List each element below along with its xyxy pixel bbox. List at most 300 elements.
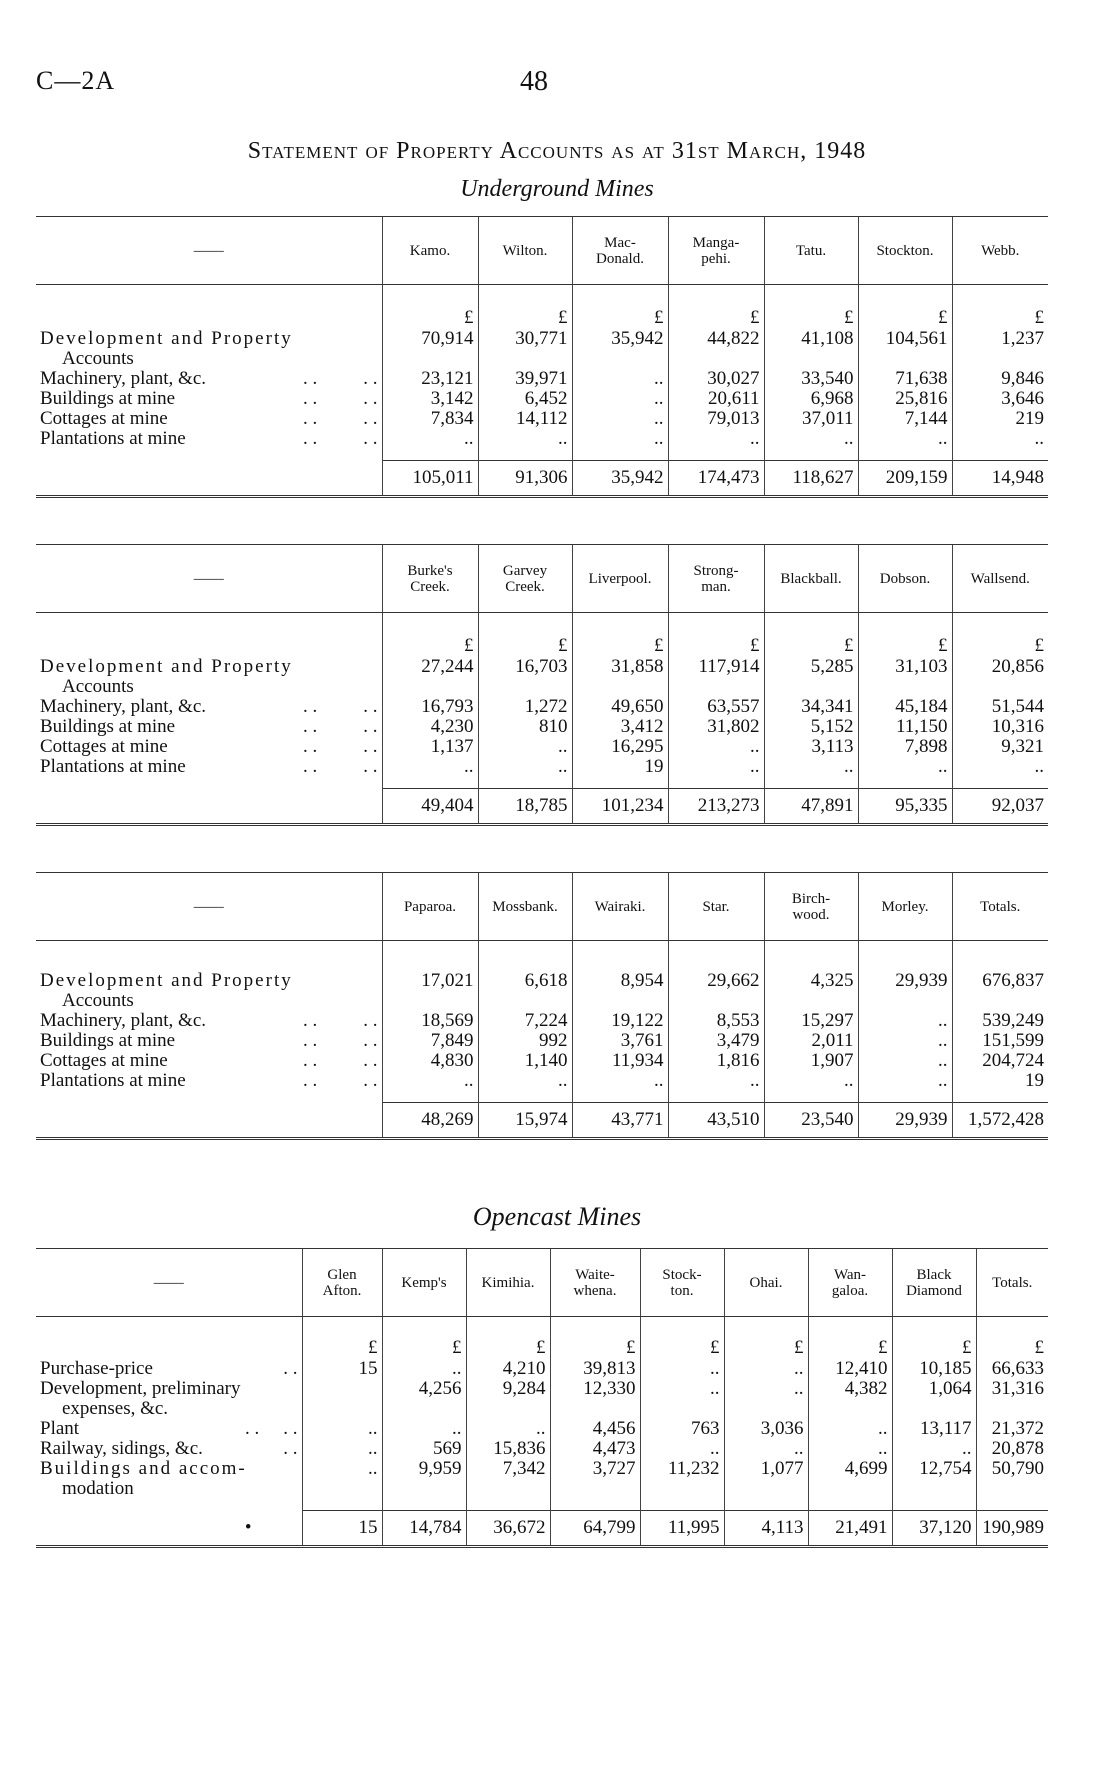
column-header-line2: Creek. bbox=[505, 578, 545, 595]
value-cell: 7,849 bbox=[382, 1031, 478, 1051]
value-cell: .. bbox=[808, 1419, 892, 1439]
value-cell: 3,727 bbox=[550, 1459, 640, 1499]
row-machinery bbox=[36, 697, 1048, 717]
value-cell: 31,858 bbox=[572, 657, 668, 697]
blank-cell bbox=[858, 1091, 952, 1103]
column-header-line1: Wairaki. bbox=[594, 898, 646, 915]
blank-cell bbox=[36, 789, 382, 825]
currency-symbol: £ bbox=[858, 285, 952, 329]
value-cell: .. bbox=[572, 389, 668, 409]
blank-header: —— bbox=[36, 873, 382, 941]
value-cell: 20,878 bbox=[976, 1439, 1048, 1459]
underground-block-table bbox=[36, 216, 1048, 498]
leader-dots: . . bbox=[303, 427, 318, 449]
column-header-line1: Star. bbox=[702, 898, 730, 915]
value-cell: 1,077 bbox=[724, 1459, 808, 1499]
column-header bbox=[478, 545, 572, 613]
row-label-text: Machinery, plant, &c. bbox=[40, 1009, 207, 1031]
column-header-line2: Donald. bbox=[596, 250, 644, 267]
value-cell: .. bbox=[724, 1379, 808, 1419]
leader-dots: . . bbox=[283, 1437, 298, 1459]
row-label bbox=[36, 389, 382, 409]
row-label-line2: modation bbox=[62, 1477, 134, 1499]
leader-dots: . . bbox=[363, 367, 378, 389]
currency-symbol: £ bbox=[572, 613, 668, 657]
value-cell: .. bbox=[668, 757, 764, 777]
column-header bbox=[764, 217, 858, 285]
column-header-line1: Tatu. bbox=[795, 242, 827, 259]
row-plantations bbox=[36, 429, 1048, 449]
blank-cell bbox=[382, 1499, 466, 1511]
row-buildings bbox=[36, 717, 1048, 737]
blank-cell bbox=[36, 1103, 382, 1139]
value-cell: .. bbox=[640, 1379, 724, 1419]
value-cell: 4,210 bbox=[466, 1359, 550, 1379]
section-title-opencast: Opencast Mines bbox=[472, 1202, 642, 1231]
value-cell: 70,914 bbox=[382, 329, 478, 369]
column-header bbox=[572, 217, 668, 285]
value-cell: .. bbox=[478, 1071, 572, 1091]
value-cell: 34,341 bbox=[764, 697, 858, 717]
value-cell: 30,771 bbox=[478, 329, 572, 369]
row-label bbox=[36, 1379, 302, 1419]
value-cell: 1,140 bbox=[478, 1051, 572, 1071]
column-header-line1: Mac- bbox=[604, 234, 636, 251]
row-label-text: Plantations at mine bbox=[40, 427, 186, 449]
currency-row bbox=[36, 941, 1048, 971]
value-cell: 37,011 bbox=[764, 409, 858, 429]
leader-dots: . . bbox=[283, 1417, 298, 1439]
leader-dots: . . bbox=[363, 1049, 378, 1071]
value-cell: 31,103 bbox=[858, 657, 952, 697]
blank-header: —— bbox=[36, 1249, 302, 1317]
value-cell: .. bbox=[640, 1439, 724, 1459]
value-cell: 1,272 bbox=[478, 697, 572, 717]
row-development bbox=[36, 329, 1048, 369]
blank-cell bbox=[892, 1499, 976, 1511]
column-header bbox=[892, 1249, 976, 1317]
value-cell: 49,650 bbox=[572, 697, 668, 717]
blank-cell bbox=[382, 777, 478, 789]
row-label-line1: Development, preliminary bbox=[40, 1377, 241, 1399]
currency-symbol: £ bbox=[764, 613, 858, 657]
total-cell: 190,989 bbox=[976, 1511, 1048, 1547]
value-cell: 20,611 bbox=[668, 389, 764, 409]
value-cell: 15,297 bbox=[764, 1011, 858, 1031]
total-cell: 101,234 bbox=[572, 789, 668, 825]
value-cell: 19,122 bbox=[572, 1011, 668, 1031]
row-totals bbox=[36, 1511, 1048, 1547]
value-cell: 39,813 bbox=[550, 1359, 640, 1379]
total-cell: 21,491 bbox=[808, 1511, 892, 1547]
blank-cell bbox=[478, 777, 572, 789]
column-header bbox=[572, 545, 668, 613]
blank-cell bbox=[724, 1499, 808, 1511]
blank-cell bbox=[808, 1499, 892, 1511]
row-label-line1: Development and Property bbox=[40, 655, 293, 677]
blank-cell bbox=[640, 1499, 724, 1511]
leader-dots: . . bbox=[363, 387, 378, 409]
column-header bbox=[466, 1249, 550, 1317]
total-cell: 36,672 bbox=[466, 1511, 550, 1547]
blank-cell bbox=[952, 449, 1048, 461]
value-cell: .. bbox=[858, 1011, 952, 1031]
value-cell: 45,184 bbox=[858, 697, 952, 717]
value-cell: 20,856 bbox=[952, 657, 1048, 697]
leader-dots: . . bbox=[303, 367, 318, 389]
value-cell: .. bbox=[302, 1419, 382, 1439]
column-header-line2: Afton. bbox=[322, 1282, 362, 1299]
value-cell: 3,412 bbox=[572, 717, 668, 737]
leader-dots: . . bbox=[303, 715, 318, 737]
row-label bbox=[36, 717, 382, 737]
value-cell: .. bbox=[382, 757, 478, 777]
leader-dots: . . bbox=[303, 1069, 318, 1091]
column-header bbox=[858, 873, 952, 941]
value-cell: 7,342 bbox=[466, 1459, 550, 1499]
value-cell: 4,830 bbox=[382, 1051, 478, 1071]
value-cell: 14,112 bbox=[478, 409, 572, 429]
value-cell: .. bbox=[302, 1439, 382, 1459]
blank-cell bbox=[382, 1091, 478, 1103]
value-cell: 16,295 bbox=[572, 737, 668, 757]
leader-dots: . . bbox=[363, 427, 378, 449]
value-cell: 204,724 bbox=[952, 1051, 1048, 1071]
value-cell: .. bbox=[668, 429, 764, 449]
blank-cell bbox=[572, 449, 668, 461]
value-cell: .. bbox=[302, 1459, 382, 1499]
table-header-row bbox=[36, 873, 1048, 941]
total-cell: 23,540 bbox=[764, 1103, 858, 1139]
value-cell: .. bbox=[572, 369, 668, 389]
currency-symbol: £ bbox=[382, 613, 478, 657]
blank-cell bbox=[36, 449, 382, 461]
value-cell: 19 bbox=[572, 757, 668, 777]
column-header bbox=[724, 1249, 808, 1317]
currency-symbol: £ bbox=[478, 285, 572, 329]
row-plantations bbox=[36, 757, 1048, 777]
column-header bbox=[764, 873, 858, 941]
leader-dots: . . bbox=[363, 735, 378, 757]
row-cottages bbox=[36, 409, 1048, 429]
column-header bbox=[382, 873, 478, 941]
blank-cell bbox=[36, 461, 382, 497]
currency-row bbox=[36, 613, 1048, 657]
blank-header: —— bbox=[36, 217, 382, 285]
value-cell: 569 bbox=[382, 1439, 466, 1459]
blank-cell bbox=[764, 449, 858, 461]
currency-symbol: £ bbox=[550, 1317, 640, 1359]
value-cell: 19 bbox=[952, 1071, 1048, 1091]
value-cell: 9,959 bbox=[382, 1459, 466, 1499]
value-cell: .. bbox=[858, 1071, 952, 1091]
row-buildings bbox=[36, 389, 1048, 409]
value-cell: 12,754 bbox=[892, 1459, 976, 1499]
column-header bbox=[640, 1249, 724, 1317]
currency-symbol bbox=[572, 941, 668, 971]
row-label-line2: Accounts bbox=[62, 675, 134, 697]
blank-cell bbox=[36, 1499, 302, 1511]
value-cell: .. bbox=[478, 429, 572, 449]
value-cell: 3,142 bbox=[382, 389, 478, 409]
value-cell: .. bbox=[382, 429, 478, 449]
currency-symbol bbox=[764, 941, 858, 971]
row-cottages bbox=[36, 737, 1048, 757]
spacer-row bbox=[36, 777, 1048, 789]
row-label-line1: Development and Property bbox=[40, 327, 293, 349]
row-machinery bbox=[36, 369, 1048, 389]
value-cell: 17,021 bbox=[382, 971, 478, 1011]
row-label-line1: Buildings and accom- bbox=[40, 1457, 247, 1479]
column-header bbox=[764, 545, 858, 613]
row-label-text: Buildings at mine bbox=[40, 1029, 176, 1051]
column-header bbox=[382, 217, 478, 285]
value-cell: 104,561 bbox=[858, 329, 952, 369]
column-header-line1: Wallsend. bbox=[970, 570, 1030, 587]
total-marker: • bbox=[36, 1511, 302, 1547]
currency-symbol: £ bbox=[466, 1317, 550, 1359]
row-cottages bbox=[36, 1051, 1048, 1071]
row-label-line2: expenses, &c. bbox=[62, 1397, 169, 1419]
value-cell: 3,036 bbox=[724, 1419, 808, 1439]
total-cell: 14,948 bbox=[952, 461, 1048, 497]
row-label bbox=[36, 1439, 302, 1459]
value-cell: 9,846 bbox=[952, 369, 1048, 389]
value-cell: 10,185 bbox=[892, 1359, 976, 1379]
currency-symbol bbox=[382, 941, 478, 971]
row-label bbox=[36, 757, 382, 777]
column-header-line1: Garvey bbox=[502, 562, 548, 579]
table-header-row bbox=[36, 1249, 1048, 1317]
blank-cell bbox=[764, 1091, 858, 1103]
value-cell: 16,703 bbox=[478, 657, 572, 697]
value-cell: .. bbox=[668, 737, 764, 757]
value-cell: 5,285 bbox=[764, 657, 858, 697]
underground-block-table bbox=[36, 872, 1048, 1140]
currency-symbol: £ bbox=[382, 285, 478, 329]
value-cell: .. bbox=[858, 429, 952, 449]
row-label bbox=[36, 697, 382, 717]
value-cell: .. bbox=[952, 429, 1048, 449]
column-header bbox=[808, 1249, 892, 1317]
value-cell: 3,646 bbox=[952, 389, 1048, 409]
row-totals bbox=[36, 1103, 1048, 1139]
row-label-text: Buildings at mine bbox=[40, 715, 176, 737]
value-cell: .. bbox=[858, 1051, 952, 1071]
row-label-text: Cottages at mine bbox=[40, 735, 168, 757]
leader-dots: . . bbox=[303, 1029, 318, 1051]
row-development bbox=[36, 971, 1048, 1011]
value-cell: 1,137 bbox=[382, 737, 478, 757]
value-cell: .. bbox=[640, 1359, 724, 1379]
column-header-line2: whena. bbox=[573, 1282, 617, 1299]
leader-dots: . . bbox=[303, 407, 318, 429]
column-header bbox=[668, 545, 764, 613]
value-cell: 41,108 bbox=[764, 329, 858, 369]
column-header-line1: Wilton. bbox=[502, 242, 548, 259]
column-header bbox=[952, 217, 1048, 285]
leader-dots: . . bbox=[303, 1009, 318, 1031]
row-label bbox=[36, 329, 382, 369]
value-cell: 5,152 bbox=[764, 717, 858, 737]
underground-block-table bbox=[36, 544, 1048, 826]
blank-cell bbox=[952, 777, 1048, 789]
row-label-text: Plantations at mine bbox=[40, 1069, 186, 1091]
row-label bbox=[36, 1051, 382, 1071]
blank-cell bbox=[550, 1499, 640, 1511]
blank-cell bbox=[36, 941, 382, 971]
row-label bbox=[36, 1419, 302, 1439]
value-cell: 4,456 bbox=[550, 1419, 640, 1439]
currency-row bbox=[36, 1317, 1048, 1359]
total-cell: 29,939 bbox=[858, 1103, 952, 1139]
row-label bbox=[36, 737, 382, 757]
row-purchase-price bbox=[36, 1359, 1048, 1379]
blank-cell bbox=[668, 449, 764, 461]
section-title-underground: Underground Mines bbox=[460, 176, 654, 202]
leader-dots: . . bbox=[283, 1357, 298, 1379]
currency-symbol: £ bbox=[478, 613, 572, 657]
column-header-line2: man. bbox=[701, 578, 731, 595]
blank-cell bbox=[36, 777, 382, 789]
value-cell: .. bbox=[858, 1031, 952, 1051]
total-cell: 95,335 bbox=[858, 789, 952, 825]
column-header bbox=[952, 873, 1048, 941]
column-header bbox=[302, 1249, 382, 1317]
value-cell: 2,011 bbox=[764, 1031, 858, 1051]
row-label-line2: Accounts bbox=[62, 347, 134, 369]
blank-cell bbox=[858, 449, 952, 461]
total-cell: 15 bbox=[302, 1511, 382, 1547]
value-cell: .. bbox=[382, 1419, 466, 1439]
row-machinery bbox=[36, 1011, 1048, 1031]
leader-dots: . . bbox=[363, 407, 378, 429]
table-header-row bbox=[36, 545, 1048, 613]
column-header-line1: Manga- bbox=[692, 234, 740, 251]
total-cell: 47,891 bbox=[764, 789, 858, 825]
currency-symbol bbox=[668, 941, 764, 971]
leader-dots: . . bbox=[363, 755, 378, 777]
value-cell: .. bbox=[466, 1419, 550, 1439]
value-cell: 810 bbox=[478, 717, 572, 737]
row-development bbox=[36, 1379, 1048, 1419]
blank-cell bbox=[302, 1499, 382, 1511]
value-cell: 30,027 bbox=[668, 369, 764, 389]
leader-dots: . . bbox=[303, 1049, 318, 1071]
value-cell: 12,410 bbox=[808, 1359, 892, 1379]
blank-cell bbox=[976, 1499, 1048, 1511]
value-cell: 25,816 bbox=[858, 389, 952, 409]
column-header-line1: Totals. bbox=[992, 1274, 1033, 1291]
column-header-line1: Birch- bbox=[791, 890, 831, 907]
value-cell: 11,232 bbox=[640, 1459, 724, 1499]
total-cell: 1,572,428 bbox=[952, 1103, 1048, 1139]
blank-cell bbox=[668, 1091, 764, 1103]
column-header bbox=[668, 217, 764, 285]
value-cell: 7,834 bbox=[382, 409, 478, 429]
value-cell: .. bbox=[724, 1359, 808, 1379]
value-cell: 79,013 bbox=[668, 409, 764, 429]
value-cell: 539,249 bbox=[952, 1011, 1048, 1031]
value-cell: 6,618 bbox=[478, 971, 572, 1011]
column-header-line2: ton. bbox=[670, 1282, 694, 1299]
value-cell: 29,662 bbox=[668, 971, 764, 1011]
row-label-text: Cottages at mine bbox=[40, 407, 168, 429]
value-cell: 4,325 bbox=[764, 971, 858, 1011]
column-header bbox=[550, 1249, 640, 1317]
column-header bbox=[382, 545, 478, 613]
currency-symbol: £ bbox=[640, 1317, 724, 1359]
blank-cell bbox=[36, 285, 382, 329]
value-cell: 7,224 bbox=[478, 1011, 572, 1031]
currency-symbol bbox=[858, 941, 952, 971]
value-cell: 4,473 bbox=[550, 1439, 640, 1459]
document-reference: C—2A bbox=[36, 66, 116, 95]
total-cell: 35,942 bbox=[572, 461, 668, 497]
column-header bbox=[858, 217, 952, 285]
value-cell: 1,237 bbox=[952, 329, 1048, 369]
value-cell: 9,284 bbox=[466, 1379, 550, 1419]
value-cell: 50,790 bbox=[976, 1459, 1048, 1499]
column-header-line1: Strong- bbox=[693, 562, 739, 579]
leader-dots: . . bbox=[303, 735, 318, 757]
row-railway bbox=[36, 1439, 1048, 1459]
total-cell: 118,627 bbox=[764, 461, 858, 497]
value-cell: .. bbox=[572, 429, 668, 449]
value-cell: 33,540 bbox=[764, 369, 858, 389]
value-cell: 1,907 bbox=[764, 1051, 858, 1071]
value-cell: 117,914 bbox=[668, 657, 764, 697]
leader-dots: . . bbox=[363, 695, 378, 717]
value-cell: 71,638 bbox=[858, 369, 952, 389]
blank-cell bbox=[478, 1091, 572, 1103]
row-buildings bbox=[36, 1459, 1048, 1499]
currency-symbol bbox=[478, 941, 572, 971]
total-cell: 43,771 bbox=[572, 1103, 668, 1139]
total-cell: 14,784 bbox=[382, 1511, 466, 1547]
column-header-line1: Kemp's bbox=[401, 1274, 447, 1291]
column-header-line1: Wan- bbox=[833, 1266, 867, 1283]
currency-symbol: £ bbox=[724, 1317, 808, 1359]
blank-cell bbox=[858, 777, 952, 789]
value-cell: 44,822 bbox=[668, 329, 764, 369]
total-cell: 43,510 bbox=[668, 1103, 764, 1139]
column-header-line2: wood. bbox=[792, 906, 830, 923]
value-cell: 15 bbox=[302, 1359, 382, 1379]
column-header-line2: Creek. bbox=[410, 578, 450, 595]
column-header-line1: Stockton. bbox=[876, 242, 934, 259]
value-cell: .. bbox=[858, 757, 952, 777]
total-cell: 209,159 bbox=[858, 461, 952, 497]
currency-symbol: £ bbox=[668, 285, 764, 329]
currency-symbol bbox=[952, 941, 1048, 971]
column-header bbox=[858, 545, 952, 613]
row-label bbox=[36, 657, 382, 697]
value-cell: 3,479 bbox=[668, 1031, 764, 1051]
currency-symbol: £ bbox=[952, 285, 1048, 329]
column-header-line1: Glen bbox=[327, 1266, 357, 1283]
blank-cell bbox=[572, 777, 668, 789]
blank-cell bbox=[466, 1499, 550, 1511]
total-cell: 11,995 bbox=[640, 1511, 724, 1547]
row-label-text: Plant bbox=[40, 1417, 80, 1439]
row-label bbox=[36, 429, 382, 449]
opencast-table bbox=[36, 1248, 1048, 1548]
value-cell: .. bbox=[572, 409, 668, 429]
value-cell: .. bbox=[952, 757, 1048, 777]
total-cell: 4,113 bbox=[724, 1511, 808, 1547]
row-label-text: Buildings at mine bbox=[40, 387, 176, 409]
